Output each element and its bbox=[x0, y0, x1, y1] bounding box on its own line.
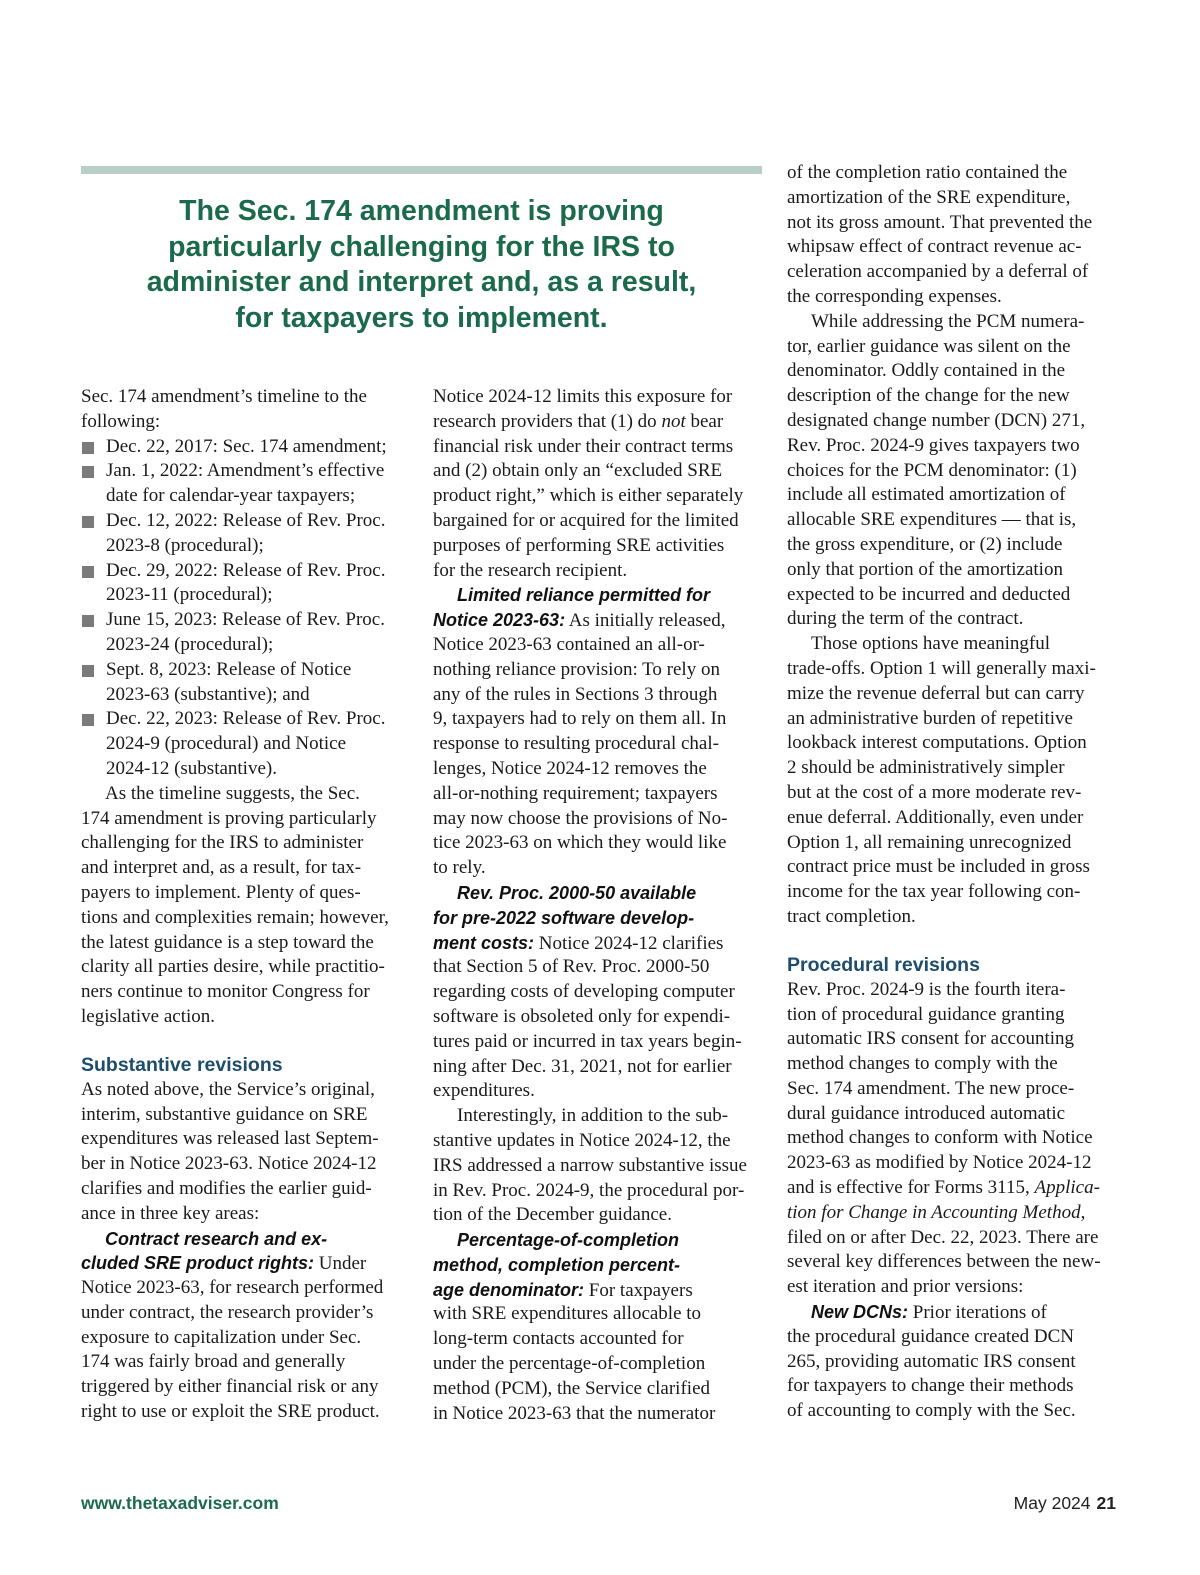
run-in-heading: Limited reliance permitted for bbox=[457, 585, 711, 606]
options-paragraph: Those options have meaningful trade-offs. Option 1 will generally maxi- mize the revenue deferral but can carry an administrative burden of repetitive lookback interest computations. Option 2 should be administratively simpler but at the cost of a more moderate rev- enue deferral. Additionally, even under Option 1, all remaining unrecognized contract price must be included in gross income for the tax year following con- tract completion. bbox=[787, 633, 1096, 927]
column-2 bbox=[433, 385, 763, 1426]
pull-quote-rule bbox=[81, 166, 762, 174]
timeline-paragraph: As the timeline suggests, the Sec. 174 amendment is proving particularly challenging for the IRS to administer and interpret and, as a result, for tax- payers to implement. Plenty of ques- tions and complexities remain; however, the latest guidance is a step toward the clarity all parties desire, while practitio- ners continue to monitor Congress for legislative action. bbox=[81, 782, 389, 1027]
footer-website[interactable]: www.thetaxadviser.com bbox=[81, 1493, 279, 1513]
run-in-heading: Rev. Proc. 2000-50 available bbox=[457, 882, 697, 903]
square-bullet-icon bbox=[82, 516, 94, 528]
footer-issue bbox=[1014, 1493, 1116, 1514]
pull-quote-line: for taxpayers to implement. bbox=[235, 301, 608, 334]
run-in-heading: Notice 2023-63: bbox=[433, 610, 566, 631]
section-heading-substantive: Substantive revisions bbox=[81, 1053, 283, 1076]
column-3 bbox=[787, 161, 1117, 1424]
timeline-item: June 15, 2023: Release of Rev. Proc. 2023-24 (procedural); bbox=[81, 608, 405, 658]
substantive-paragraph: As noted above, the Service’s original, interim, substantive guidance on SRE expenditures was released last Septem- ber in Notice 2023-63. Notice 2024-12 clarifies and modifies the earlier guid- ance in three key areas: bbox=[81, 1078, 379, 1224]
software-costs-paragraph: Rev. Proc. 2000-50 available for pre-2022 software develop- ment costs: Notice 2024-12 clarifies that Section 5 of Rev. Proc. 2000-50 regarding costs of developing computer software is obsoleted only for expendi- tures paid or incurred in tax years begin- ning after Dec. 31, 2021, not for earlier expenditures. bbox=[433, 882, 742, 1102]
procedural-paragraph: Rev. Proc. 2024-9 is the fourth itera- tion of procedural guidance granting automatic IRS consent for accounting method changes to comply with the Sec. 174 amendment. The new proce- dural guidance introduced automatic method changes to conform with Notice 2023-63 as modified by Notice 2024-12 and is effective for Forms 3115, Applica- tion for Change in Accounting Method, filed on or after Dec. 22, 2023. There are several key differences between the new- est iteration and prior versions: bbox=[787, 978, 1101, 1298]
page-number: 21 bbox=[1096, 1493, 1116, 1513]
run-in-heading: ment costs: bbox=[433, 932, 535, 953]
exposure-paragraph: Notice 2024-12 limits this exposure for research providers that (1) do not bear financial risk under their contract terms and (2) obtain only an “excluded SRE product right,” which is either separately bargained for or acquired for the limited purposes of performing SRE activities for the research recipient. bbox=[433, 386, 744, 581]
new-dcns-paragraph: New DCNs: Prior iterations of the procedural guidance created DCN 265, providing automatic IRS consent for taxpayers to change their methods of accounting to comply with the Sec. bbox=[787, 1302, 1076, 1422]
section-heading-procedural: Procedural revisions bbox=[787, 953, 980, 976]
column-1 bbox=[81, 385, 405, 1425]
pull-quote bbox=[81, 194, 762, 336]
run-in-heading: method, completion percent- bbox=[433, 1254, 681, 1275]
footer-date: May 2024 bbox=[1013, 1493, 1091, 1513]
pull-quote-line: administer and interpret and, as a result, bbox=[146, 266, 697, 298]
timeline-item: Dec. 12, 2022: Release of Rev. Proc. 2023-8 (procedural); bbox=[81, 509, 405, 559]
contract-research-paragraph: Contract research and ex- cluded SRE product rights: Under Notice 2023-63, for research performed under contract, the research provider’s exposure to capitalization under Sec. 174 was fairly broad and generally triggered by either financial risk or any right to use or exploit the SRE product. bbox=[81, 1228, 384, 1423]
run-in-heading: age denominator: bbox=[433, 1279, 585, 1300]
square-bullet-icon bbox=[82, 566, 94, 578]
square-bullet-icon bbox=[82, 615, 94, 627]
square-bullet-icon bbox=[82, 442, 94, 454]
limited-reliance-paragraph: Limited reliance permitted for Notice 2023-63: As initially released, Notice 2023-63 contained an all-or- nothing reliance provision: To rely on any of the rules in Sections 3 through 9, taxpayers had to rely on them all. In response to resulting procedural chal- lenges, Notice 2024-12 removes the all-or-nothing requirement; taxpayers may now choose the provisions of No- tice 2023-63 on which they would like to rely. bbox=[433, 585, 728, 879]
square-bullet-icon bbox=[82, 714, 94, 726]
denominator-paragraph: While addressing the PCM numera- tor, earlier guidance was silent on the denominator. Oddly contained in the description of the change for the new designated change number (DCN) 271, Rev. Proc. 2024-9 gives taxpayers two choices for the PCM denominator: (1) include all estimated amortization of allocable SRE expenditures — that is, the gross expenditure, or (2) include only that portion of the amortization expected to be incurred and deducted during the term of the contract. bbox=[787, 310, 1086, 630]
square-bullet-icon bbox=[82, 665, 94, 677]
run-in-heading: for pre-2022 software develop- bbox=[433, 907, 695, 928]
pull-quote-line: The Sec. 174 amendment is proving bbox=[179, 195, 664, 227]
completion-ratio-paragraph: of the completion ratio contained the amortization of the SRE expenditure, not its gross amount. That prevented the whipsaw effect of contract revenue ac- celeration accompanied by a deferral of the corresponding expenses. bbox=[787, 162, 1093, 307]
timeline-item: Sept. 8, 2023: Release of Notice 2023-63 (substantive); and bbox=[81, 658, 405, 708]
run-in-heading: Percentage-of-completion bbox=[457, 1230, 680, 1251]
pcm-paragraph: Percentage-of-completion method, completion percent- age denominator: For taxpayers with SRE expenditures allocable to long-term contacts accounted for under the percentage-of-completion method (PCM), the Service clarified in Notice 2023-63 that the numerator bbox=[433, 1230, 716, 1424]
square-bullet-icon bbox=[82, 466, 94, 478]
timeline-list bbox=[81, 435, 405, 782]
intro-text: Sec. 174 amendment’s timeline to the following: bbox=[81, 386, 367, 432]
timeline-item: Dec. 22, 2023: Release of Rev. Proc. 2024-9 (procedural) and Notice 2024-12 (substantive). bbox=[81, 707, 405, 781]
interestingly-paragraph: Interestingly, in addition to the sub- stantive updates in Notice 2024-12, the IRS addressed a narrow substantive issue in Rev. Proc. 2024-9, the procedural por- tion of the December guidance. bbox=[433, 1105, 747, 1226]
pull-quote-line: particularly challenging for the IRS to bbox=[168, 230, 675, 263]
timeline-item: Dec. 29, 2022: Release of Rev. Proc. 2023-11 (procedural); bbox=[81, 559, 405, 609]
timeline-item: Dec. 22, 2017: Sec. 174 amendment; bbox=[81, 435, 405, 460]
run-in-heading: Contract research and ex- bbox=[105, 1228, 328, 1249]
run-in-heading: cluded SRE product rights: bbox=[81, 1253, 315, 1274]
timeline-item: Jan. 1, 2022: Amendment’s effective date for calendar-year taxpayers; bbox=[81, 459, 405, 509]
run-in-heading: New DCNs: bbox=[811, 1302, 909, 1323]
